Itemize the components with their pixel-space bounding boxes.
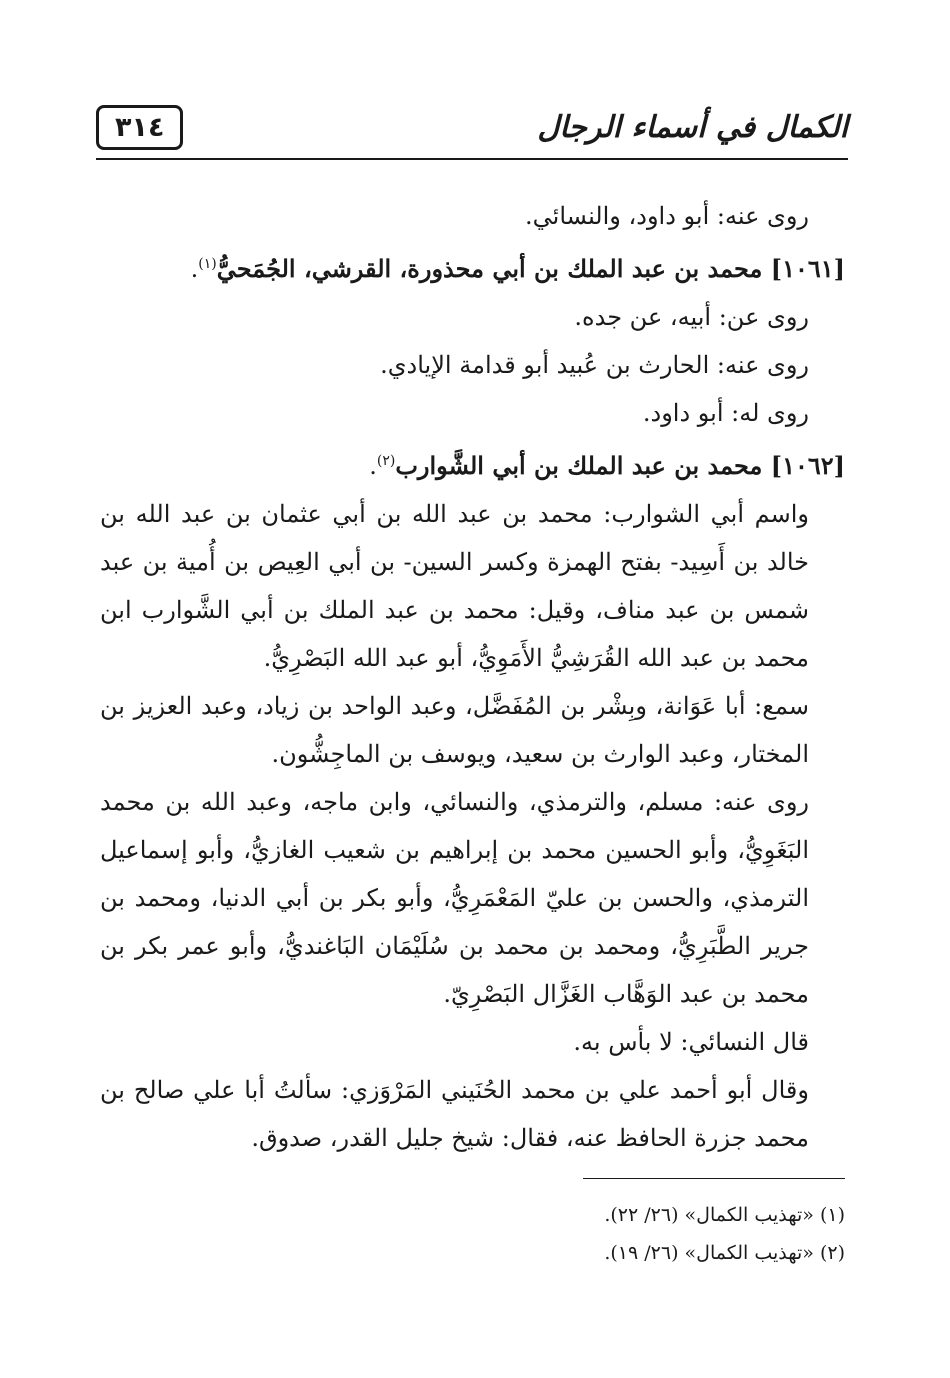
narrators-paragraph: روى عنه: مسلم، والترمذي، والنسائي، وابن ماجه، وعبد الله بن محمد البَغَوِيُّ، وأبو الحسين محمد بن إبراهيم بن شعيب الغازيُّ، وأبو إسماعيل الترمذي، والحسن بن عليّ المَعْمَرِيُّ، وأبو بكر بن أبي الدنيا، ومحمد بن جرير الطَّبَرِيُّ، ومحمد بن محمد بن سُلَيْمَان البَاغنديُّ، وأبو عمر بكر بن محمد بن عبد الوَهَّاب الغَزَّال البَصْرِيّ.	[100, 788, 809, 1008]
footnote-ref-1: (١)	[198, 256, 217, 272]
entry-heading-1062	[100, 437, 845, 490]
narrators-line: روى عنه: أبو داود، والنسائي.	[525, 202, 809, 230]
lineage-paragraph: واسم أبي الشوارب: محمد بن عبد الله بن أبي عثمان بن عبد الله بن خالد بن أَسِيد- بفتح الهمزة وكسر السين- بن أبي العِيص بن أُمية بن عبد شمس بن عبد مناف، وقيل: محمد بن عبد الملك بن أبي الشَّوارب ابن محمد بن عبد الله القُرَشِيُّ الأَمَوِيُّ، أبو عبد الله البَصْرِيُّ.	[100, 500, 810, 672]
footnote-ref-2: (٢)	[376, 453, 396, 469]
footnote-divider	[583, 1178, 845, 1179]
page-header	[96, 96, 848, 158]
footnote-1: (١) «تهذيب الكمال» (٢٦/ ٢٢).	[604, 1204, 845, 1226]
narrated-for-line: روى له: أبو داود.	[642, 399, 809, 427]
entry-end-1061: .	[190, 255, 199, 283]
entry-heading-1061	[100, 240, 845, 293]
footnotes	[105, 1196, 845, 1272]
header-divider	[96, 158, 848, 160]
nasai-quote: قال النسائي: لا بأس به.	[573, 1028, 809, 1056]
entry-title-1062: [١٠٦٢] محمد بن عبد الملك بن أبي الشَّوارب	[395, 451, 845, 480]
marwazi-quote: وقال أبو أحمد علي بن محمد الحُنَيني المَرْوَزي: سألتُ أبا علي صالح بن محمد جزرة الحافظ عنه، فقال: شيخ جليل القدر، صدوق.	[100, 1076, 809, 1152]
heard-from-paragraph: سمع: أبا عَوَانة، وبِشْر بن المُفَضَّل، وعبد الواحد بن زياد، وعبد العزيز بن المختار، وعبد الوارث بن سعيد، ويوسف بن الماجِشُّون.	[100, 692, 809, 768]
main-text	[100, 192, 845, 1162]
page-number: ٣١٤	[96, 105, 183, 150]
book-title: الكمال في أسماء الرجال	[537, 109, 848, 145]
narrators-line: روى عنه: الحارث بن عُبيد أبو قدامة الإيادي.	[380, 351, 809, 379]
entry-title-1061: [١٠٦١] محمد بن عبد الملك بن أبي محذورة، القرشي، الجُمَحيُّ	[216, 254, 845, 283]
footnote-2: (٢) «تهذيب الكمال» (٢٦/ ١٩).	[604, 1242, 845, 1264]
entry-end-1062: .	[369, 452, 377, 480]
narrated-from-line: روى عن: أبيه، عن جده.	[574, 303, 809, 331]
